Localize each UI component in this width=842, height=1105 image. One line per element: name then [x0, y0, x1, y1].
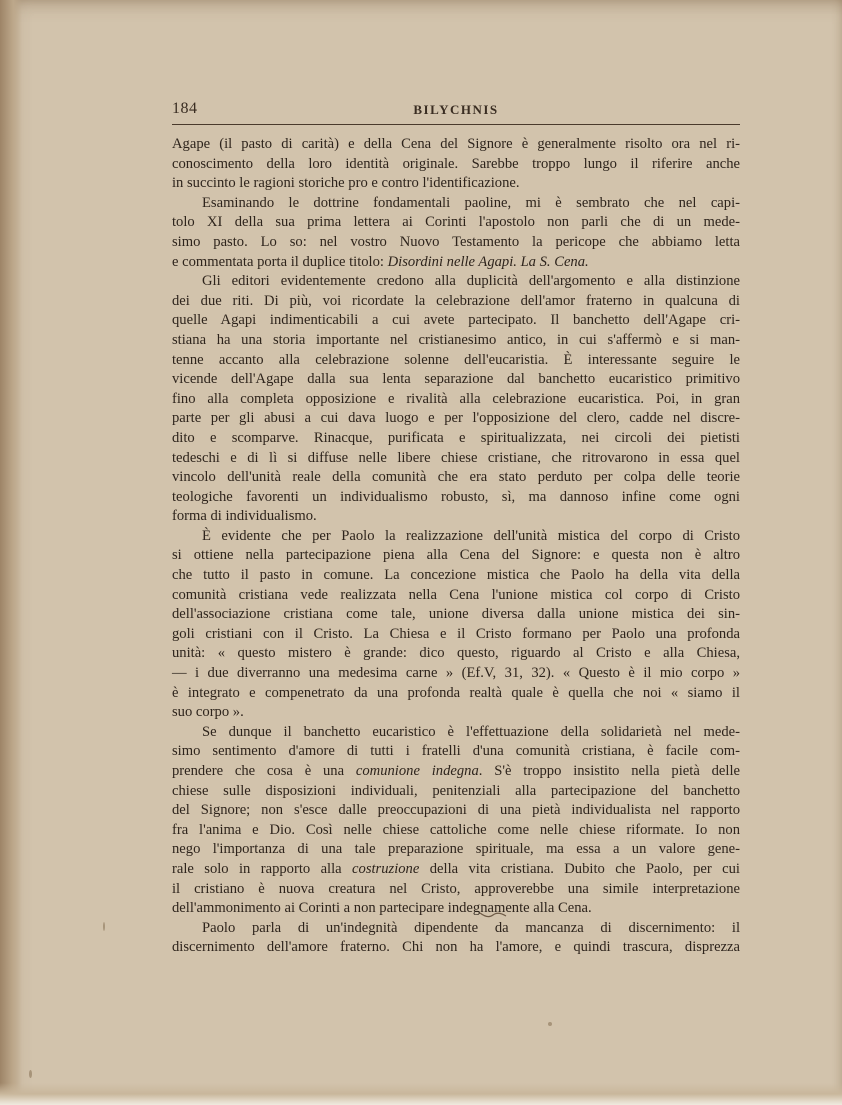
text-line: dei due riti. Di più, voi ricordate la celebrazione dell'amor fraterno in qualcuna di	[172, 292, 740, 309]
text-line: suo corpo ».	[172, 704, 244, 721]
text-line: fino alla completa opposizione e rivalità alla celebrazione eucaristica. Poi, in gran	[172, 390, 740, 407]
text-line: tedeschi e di lì si diffuse nelle libere chiese cristiane, che ritrovarono in essa quel	[172, 449, 740, 466]
running-title: BILYCHNIS	[413, 102, 499, 117]
text-line: unità: « questo mistero è grande: dico questo, riguardo al Cristo e alla Chiesa,	[172, 645, 740, 662]
header-rule	[172, 124, 740, 125]
paper-speck	[548, 1022, 552, 1026]
text-line: dell'ammonimento ai Corinti a non partecipare indegnamente alla Cena.	[172, 900, 592, 917]
text-line: il cristiano è nuova creatura nel Cristo, approverebbe una simile interpretazione	[172, 880, 740, 897]
text-line: comunità cristiana vede realizzata nella Cena l'unione mistica col corpo di Cristo	[172, 586, 740, 603]
text-line: prendere che cosa è una comunione indegna. S'è troppo insistito nella pietà delle	[172, 763, 740, 779]
text-line: dell'associazione cristiana come tale, unione diversa dalla unione mistica dei sin-	[172, 606, 740, 623]
text-line: simo sentimento d'amore di tutti i fratelli d'una comunità cristiana, è facile com-	[172, 743, 740, 760]
text-line: Se dunque il banchetto eucaristico è l'effettuazione della solidarietà nel mede-	[202, 723, 740, 740]
text-line: discernimento dell'amore fraterno. Chi non ha l'amore, e quindi trascura, disprezza	[172, 939, 740, 956]
page-number: 184	[172, 100, 198, 117]
paper-speck	[29, 1070, 32, 1078]
tail-ornament	[478, 910, 508, 920]
running-header	[172, 100, 740, 122]
text-line: goli cristiani con il Cristo. La Chiesa e il Cristo formano per Paolo una profonda	[172, 625, 740, 642]
text-line: simo pasto. Lo so: nel vostro Nuovo Testamento la pericope che abbiamo letta	[172, 233, 740, 250]
text-line: Gli editori evidentemente credono alla duplicità dell'argomento e alla distinzione	[202, 273, 740, 290]
text-line: in succinto le ragioni storiche pro e contro l'identificazione.	[172, 175, 520, 192]
page-bottom-edge	[0, 1083, 842, 1105]
text-line: si ottiene nella partecipazione piena alla Cena del Signore: e questa non è altro	[172, 547, 740, 564]
text-line: Agape (il pasto di carità) e della Cena del Signore è generalmente risolto ora nel ri-	[172, 136, 740, 152]
text-line: chiese sulle disposizioni individuali, penitenziali alla partecipazione del banchetto	[172, 782, 740, 799]
text-line: è integrato e compenetrato da una profonda realtà quale è quella che noi « siamo il	[172, 684, 740, 701]
text-line: conoscimento della loro identità originale. Sarebbe troppo lungo il riferire anche	[172, 155, 740, 172]
text-line: vincolo dell'unità reale della comunità che era stato perduto per colpa delle teorie	[172, 469, 740, 486]
text-line: quelle Agapi indimenticabili a cui avete partecipato. Il banchetto dell'Agape cri-	[172, 312, 740, 329]
text-line: stiana ha una storia importante nel cristianesimo antico, in cui s'affermò e si man-	[172, 331, 740, 348]
text-line: rale solo in rapporto alla costruzione della vita cristiana. Dubito che Paolo, per cui	[172, 860, 740, 877]
text-line: parte per gli abusi a cui dava luogo e per l'opposizione del clero, cadde nel discre-	[172, 410, 740, 427]
text-line: Esaminando le dottrine fondamentali paoline, mi è sembrato che nel capi-	[202, 194, 740, 211]
text-line: del Signore; non s'esce dalle preoccupazioni di una pietà individualista nel rapporto	[172, 802, 740, 819]
text-line: che tutto il pasto in comune. La concezione mistica che Paolo ha della vita della	[172, 567, 740, 584]
text-line: fra l'anima e Dio. Così nelle chiese cattoliche come nelle chiese riformate. Io non	[172, 821, 740, 838]
text-line: tenne accanto alla celebrazione solenne dell'eucaristia. È interessante seguire le	[172, 351, 740, 368]
text-line: Paolo parla di un'indegnità dipendente da mancanza di discernimento: il	[202, 919, 740, 936]
text-line: dito e scomparve. Rinacque, purificata e spiritualizzata, nei circoli dei pietisti	[172, 429, 740, 446]
text-line: teologiche favorenti un individualismo robusto, sì, ma dannoso infine come ogni	[172, 488, 740, 505]
text-line: e commentata porta il duplice titolo: Disordini nelle Agapi. La S. Cena.	[172, 253, 589, 270]
text-line: È evidente che per Paolo la realizzazione dell'unità mistica del corpo di Cristo	[202, 527, 740, 544]
body-text	[172, 135, 740, 958]
paper-speck	[103, 922, 105, 931]
text-line: forma di individualismo.	[172, 508, 317, 525]
text-line: nego l'importanza di una tale preparazione spirituale, ma essa a un valore gene-	[172, 841, 740, 858]
text-line: — i due diverranno una medesima carne » (Ef.V, 31, 32). « Questo è il mio corpo »	[172, 665, 740, 682]
page-gutter-shadow	[0, 0, 22, 1105]
text-line: vicende dell'Agape dalla sua lenta separazione dal banchetto eucaristico primitivo	[172, 371, 740, 388]
text-line: tolo XI della sua prima lettera ai Corinti l'apostolo non parli che di un mede-	[172, 214, 740, 231]
